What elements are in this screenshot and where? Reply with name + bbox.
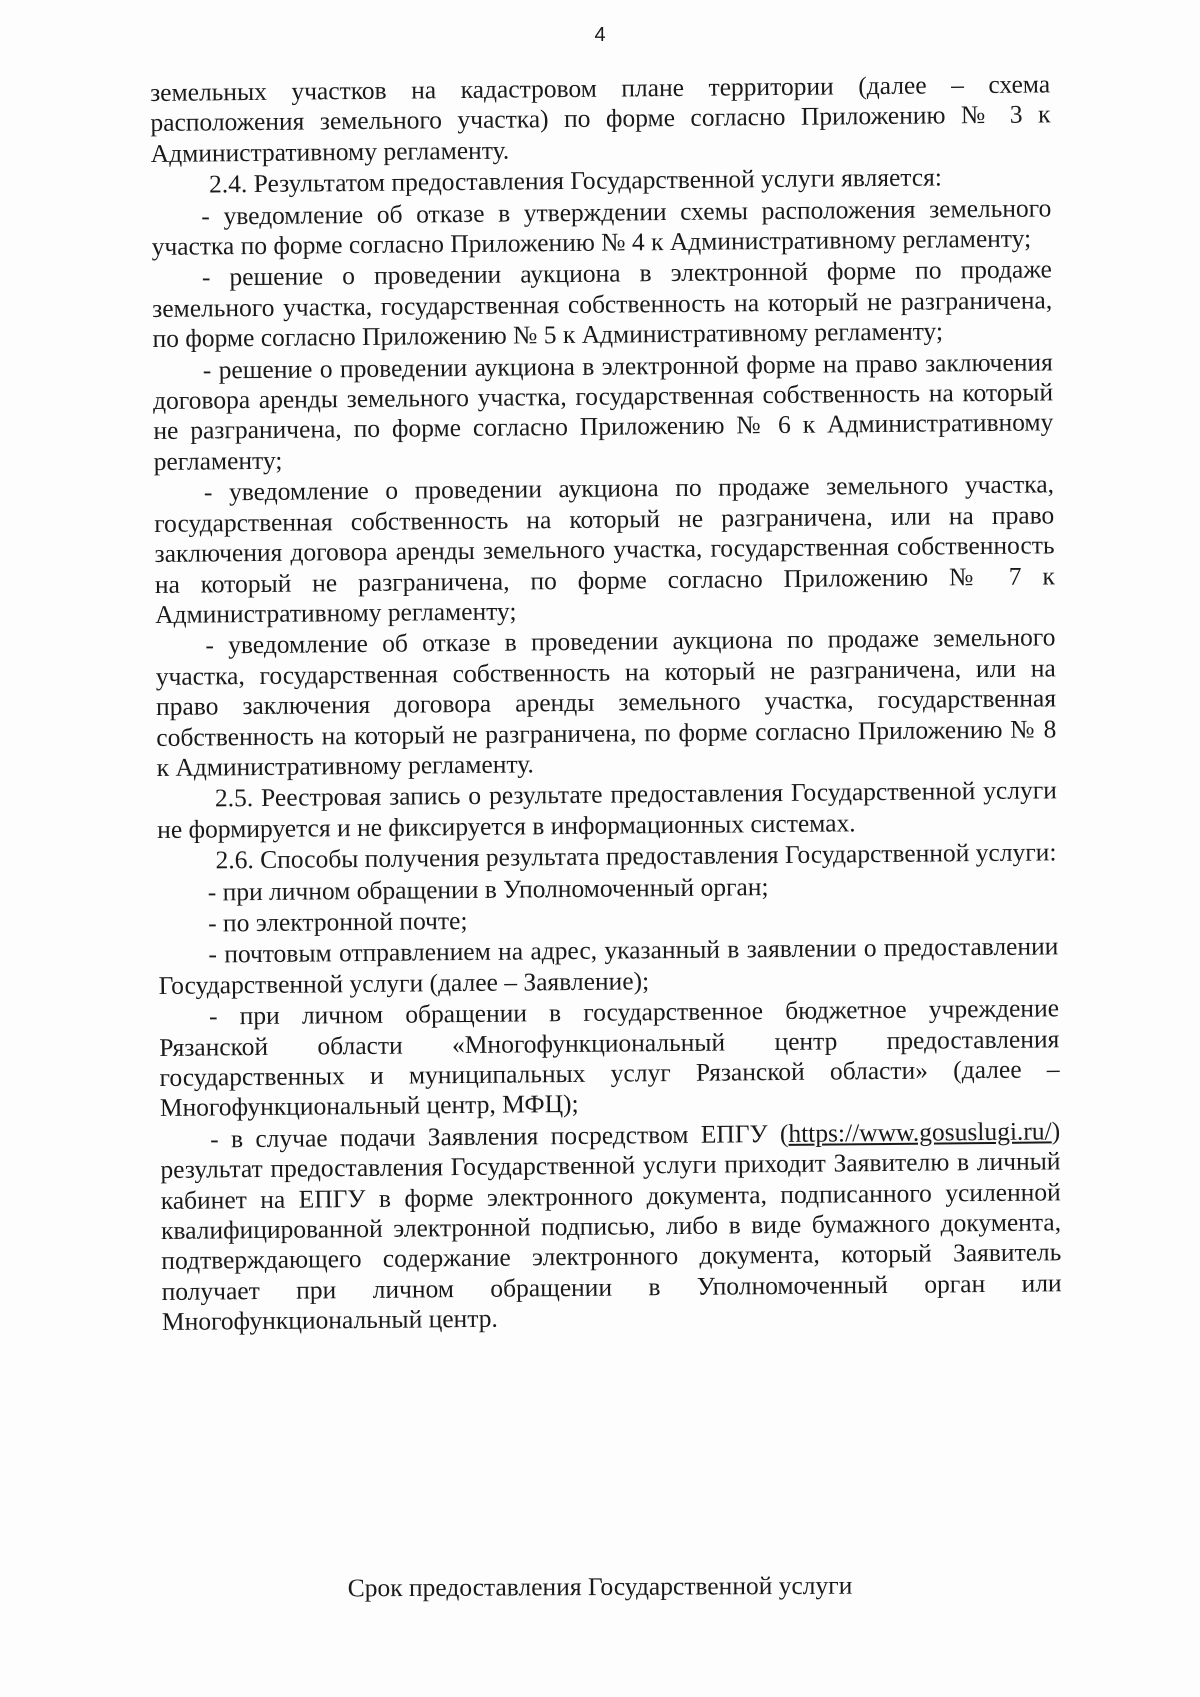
document-body: [150, 69, 1062, 1338]
method-item-4: - при личном обращении в государственное бюджетное учреждение Рязанской области «Многофункциональный центр предоставления государственных и муниципальных услуг Рязанской области» (далее – Многофункциональный центр, МФЦ);: [159, 993, 1060, 1123]
method-item-5: [160, 1116, 1062, 1337]
method-item-5-start: - в случае подачи Заявления посредством ЕПГУ (: [210, 1118, 789, 1154]
gosuslugi-link[interactable]: https://www.gosuslugi.ru/: [788, 1116, 1052, 1148]
paragraph-2-4: 2.4. Результатом предоставления Государственной услуги является:: [208, 162, 943, 199]
method-item-5-end: ) результат предоставления Государственной услуги приходит Заявителю в личный кабинет на ЕПГУ в форме электронного документа, подписанного усиленной квалифицированной электронной подписью, либо в виде бумажного документа, подтверждающего содержание электронного документа, который Заявитель получает при личном обращении в Уполномоченный орган или Многофункциональный центр.: [160, 1116, 1062, 1337]
result-item-5: - уведомление об отказе в проведении аукциона по продаже земельного участка, государственная собственность на который не разграничена, или на право заключения договора аренды земельного участка, государственная собственность на который не разграничена, по форме согласно Приложению № 8 к Административному регламенту.: [155, 622, 1057, 782]
paragraph-2-5: 2.5. Реестровая запись о результате предоставления Государственной услуги не формируется и не фиксируется в информационных системах.: [157, 775, 1058, 844]
section-title: Срок предоставления Государственной услуги: [347, 1570, 853, 1603]
result-item-1: - уведомление об отказе в утверждении схемы расположения земельного участка по форме согласно Приложению № 4 к Административному регламенту;: [151, 192, 1052, 262]
result-item-3: - решение о проведении аукциона в электронной форме на право заключения договора аренды земельного участка, государственная собственность на который не разграничена, по форме согласно Приложению № 6 к Административному регламенту;: [152, 347, 1054, 476]
paragraph-2-6: 2.6. Способы получения результата предоставления Государственной услуги:: [215, 837, 1057, 875]
page-number: 4: [594, 24, 606, 46]
result-item-2: - решение о проведении аукциона в электронной форме по продаже земельного участка, государственная собственность на который не разграничена, по форме согласно Приложению № 5 к Административному регламенту;: [152, 254, 1053, 354]
paragraph-continuation: земельных участков на кадастровом плане территории (далее – схема расположения земельного участка) по форме согласно Приложению № 3 к Административному регламенту.: [150, 69, 1051, 168]
result-item-4: - уведомление о проведении аукциона по продаже земельного участка, государственная собственность на который не разграничена, или на право заключения договора аренды земельного участка, государственная собственность на который не разграничена, по форме согласно Приложению № 7 к Административному регламенту;: [154, 469, 1055, 629]
method-item-1: - при личном обращении в Уполномоченный орган;: [207, 871, 769, 907]
method-item-2: - по электронной почте;: [207, 905, 468, 938]
method-item-3: - почтовым отправлением на адрес, указанный в заявлении о предоставлении Государственной услуги (далее – Заявление);: [158, 931, 1059, 1000]
